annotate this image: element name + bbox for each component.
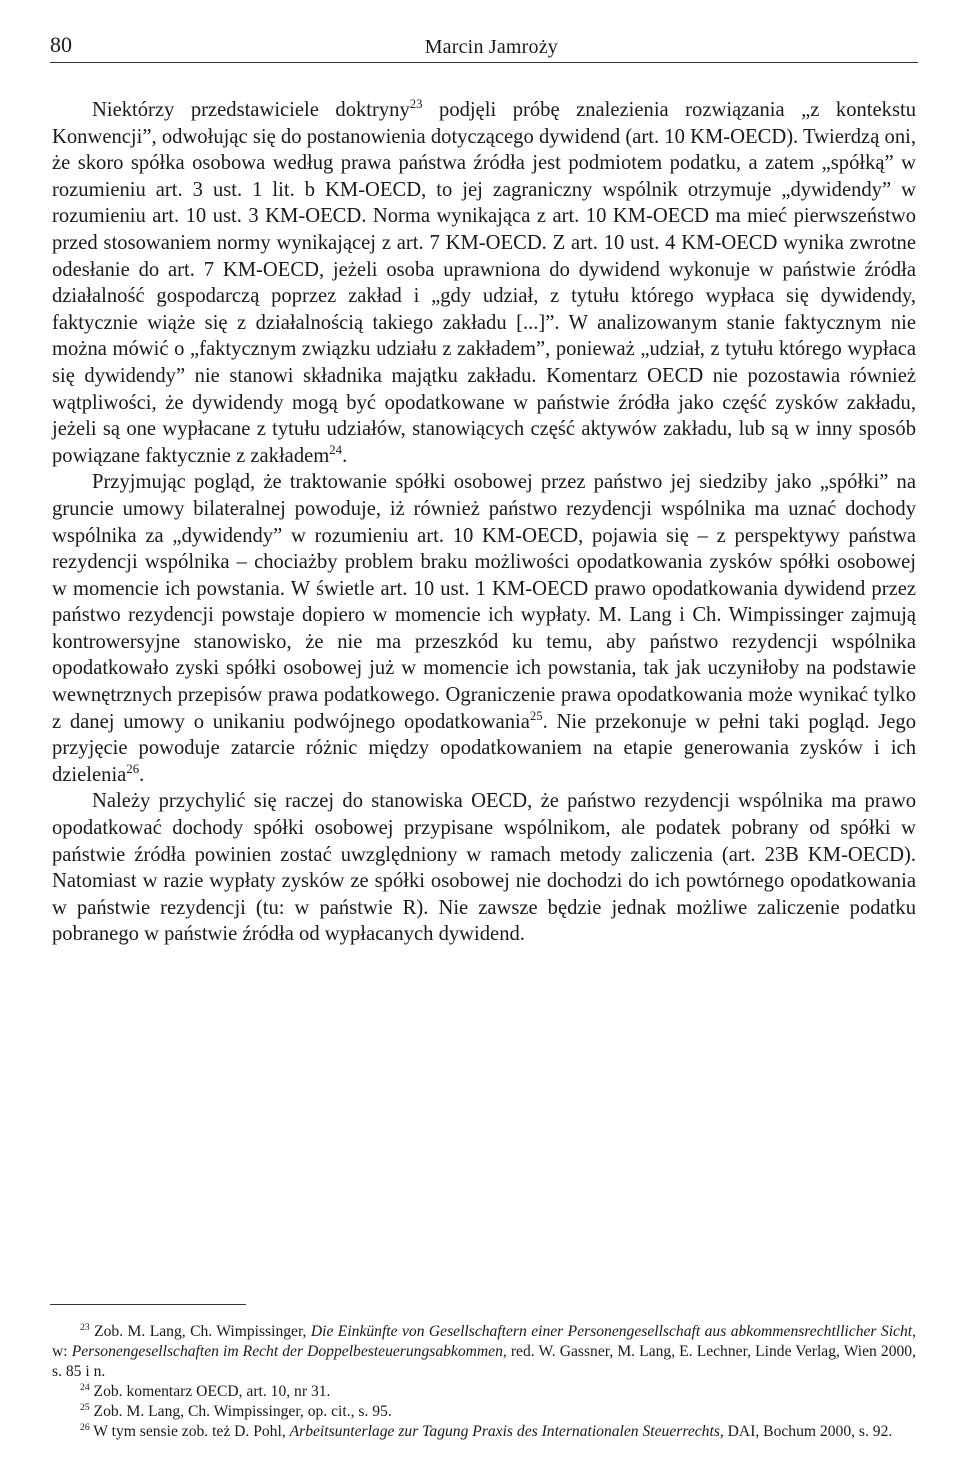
paragraph-text: Niektórzy przedstawiciele doktryny bbox=[92, 99, 410, 121]
paragraph-text: . bbox=[139, 763, 145, 786]
footnote-ref-23[interactable]: 23 bbox=[409, 97, 423, 112]
paragraph-3 bbox=[52, 788, 916, 948]
paragraph-text: . bbox=[342, 444, 348, 467]
footnote-number: 25 bbox=[80, 1401, 90, 1413]
footnote-24 bbox=[52, 1382, 916, 1402]
footnote-number: 26 bbox=[80, 1421, 90, 1433]
footnote-rule bbox=[50, 1304, 246, 1305]
page-header bbox=[50, 30, 918, 62]
running-head-author: Marcin Jamroży bbox=[424, 36, 558, 58]
footnote-text: W tym sensie zob. też D. Pohl, bbox=[89, 1422, 290, 1440]
footnotes bbox=[52, 1322, 916, 1441]
footnote-text: , DAI, Bochum 2000, s. 92. bbox=[719, 1422, 893, 1440]
footnote-25 bbox=[52, 1402, 916, 1422]
footnote-text: , w: bbox=[52, 1323, 916, 1360]
paragraph-text: . Nie przekonuje w pełni taki pogląd. Jego przyjęcie powoduje zatarcie różnic między opodatkowaniem na etapie generowania zysków i ich dzielenia bbox=[52, 710, 916, 786]
paragraph-text: podjęli próbę znalezienia rozwiązania „z kontekstu Konwencji”, odwołując się do postanowienia dotyczącego dywidend (art. 10 KM-OECD). Twierdzą oni, że skoro spółka osobowa według prawa państwa źródła jest podmiotem podatku, a zatem „spółką” w rozumieniu art. 3 ust. 1 lit. b KM-OECD, to jej zagraniczny wspólnik otrzymuje „dywidendy” w rozumieniu art. 10 ust. 3 KM-OECD. Norma wynikająca z art. 10 KM-OECD ma mieć pierwszeństwo przed stosowaniem normy wynikającej z art. 7 KM-OECD. Z art. 10 ust. 4 KM-OECD wynika zwrotne odesłanie do art. 7 KM-OECD, jeżeli osoba uprawniona do dywidend wykonuje w państwie źródła działalność gospodarczą poprzez zakład i „gdy udział, z tytułu którego wypłaca się dywidendy, faktycznie wiąże się z działalnością takiego zakładu [...]”. W analizowanym stanie faktycznym nie można mówić o „faktycznym związku udziału z zakładem”, ponieważ „udział, z tytułu którego wypłaca się dywidendy” nie stanowi składnika majątku zakładu. Komentarz OECD nie pozostawia również wątpliwości, że dywidendy mogą być opodatkowane w państwie źródła jako część zysków zakładu, jeżeli są one wypłacane z tytułu udziałów, stanowiących część aktywów zakładu, lub są w inny sposób powiązane faktycznie z zakładem bbox=[52, 99, 916, 467]
footnote-ref-24[interactable]: 24 bbox=[329, 442, 343, 457]
footnote-text: Zob. komentarz OECD, art. 10, nr 31. bbox=[89, 1382, 331, 1400]
footnote-title: Arbeitsunterlage zur Tagung Praxis des Internationalen Steuerrechts bbox=[289, 1422, 720, 1440]
paragraph-2 bbox=[52, 469, 916, 788]
footnote-text: Zob. M. Lang, Ch. Wimpissinger, bbox=[89, 1323, 311, 1340]
paragraph-text: Należy przychylić się raczej do stanowiska OECD, że państwo rezydencji wspólnika ma prawo opodatkować dochody spółki osobowej przypisane wspólnikom, ale podatek pobrany od spółki w państwie źródła powinien zostać uwzględniony w ramach metody zaliczenia (art. 23B KM-OECD). Natomiast w razie wypłaty zysków ze spółki osobowej nie dochodzi do ich powtórnego opodatkowania w państwie rezydencji (tu: w państwie R). Nie zawsze będzie jednak możliwe zaliczenie podatku pobranego w państwie źródła od wypłacanych dywidend. bbox=[52, 790, 916, 946]
footnote-23 bbox=[52, 1322, 916, 1382]
footnote-number: 23 bbox=[80, 1321, 90, 1333]
footnote-title: Personengesellschaften im Recht der Doppelbesteuerungsabkommen bbox=[71, 1342, 503, 1360]
paragraph-1 bbox=[52, 97, 916, 469]
paragraph-text: Przyjmując pogląd, że traktowanie spółki osobowej przez państwo jej siedziby jako „spółki” na gruncie umowy bilateralnej powoduje, iż również państwo rezydencji wspólnika ma uznać dochody wspólnika za „dywidendy” w rozumieniu art. 10 KM-OECD, pojawia się – z perspektywy państwa rezydencji wspólnika – chociażby problem braku możliwości opodatkowania zysków spółki osobowej w momencie ich powstania. W świetle art. 10 ust. 1 KM-OECD prawo opodatkowania dywidend przez państwo rezydencji powstaje dopiero w momencie ich wypłaty. M. Lang i Ch. Wimpissinger zajmują kontrowersyjne stanowisko, że nie ma przeszkód ku temu, aby państwo rezydencji wspólnika opodatkowało zyski spółki osobowej już w momencie ich powstania, tak jak uczyniłoby na podstawie wewnętrznych przepisów prawa podatkowego. Ograniczenie prawa opodatkowania może wynikać tylko z danej umowy o unikaniu podwójnego opodatkowania bbox=[52, 471, 916, 733]
footnote-ref-25[interactable]: 25 bbox=[529, 708, 543, 723]
footnote-text: , red. W. Gassner, M. Lang, E. Lechner, Linde Verlag, Wien 2000, s. 85 i n. bbox=[52, 1342, 917, 1380]
footnote-number: 24 bbox=[80, 1381, 90, 1393]
footnote-ref-26[interactable]: 26 bbox=[126, 761, 140, 776]
footnote-26 bbox=[52, 1422, 916, 1442]
page-number: 80 bbox=[50, 32, 72, 57]
body-text bbox=[52, 97, 916, 948]
footnote-text: Zob. M. Lang, Ch. Wimpissinger, op. cit., s. 95. bbox=[89, 1402, 392, 1420]
footnote-title: Die Einkünfte von Gesellschaftern einer Personengesellschaft aus abkommensrechtllicher Sicht bbox=[310, 1323, 913, 1340]
header-rule bbox=[50, 62, 918, 63]
